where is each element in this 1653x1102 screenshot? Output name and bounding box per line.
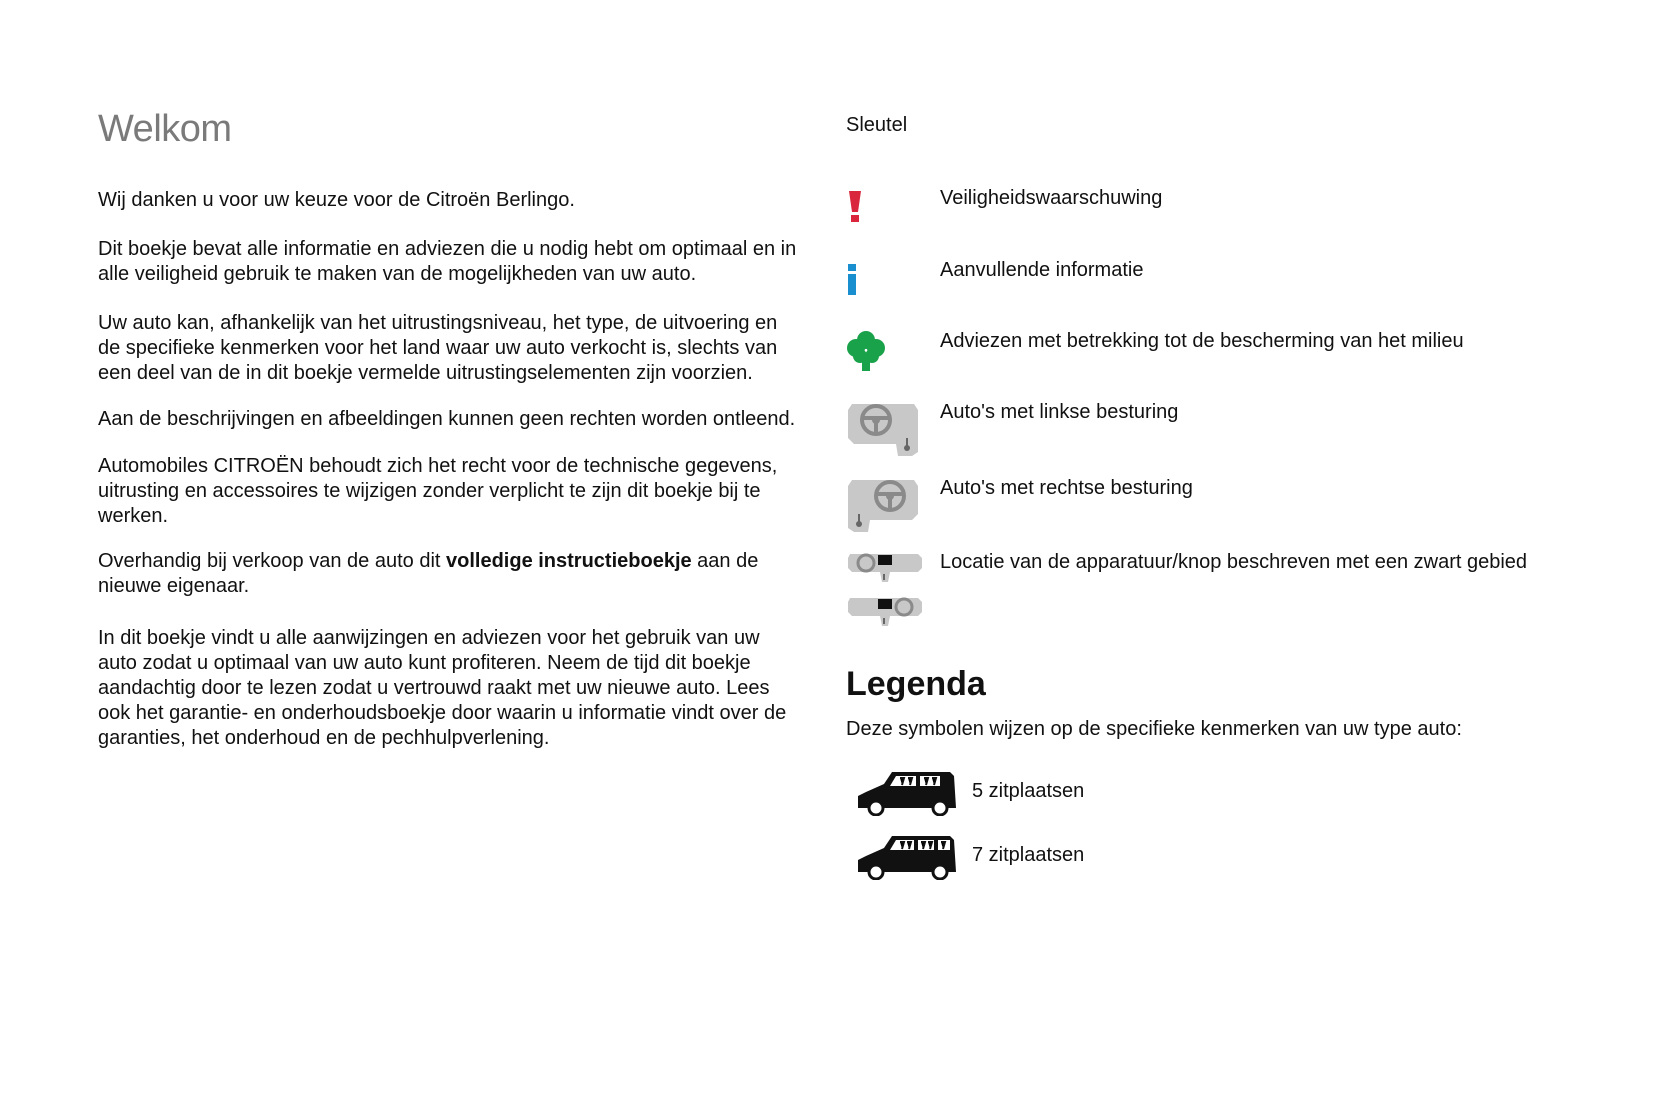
legend-item-label: 5 zitplaatsen	[972, 780, 1085, 802]
welcome-column	[98, 108, 797, 749]
equipment-paragraph: Uw auto kan, afhankelijk van het uitrustingsniveau, het type, de uitvoering en de specifieke kenmerken voor het land waar uw auto verkocht is, slechts van een deel van de in dit boekje vermelde uitrustingselementen zijn voorzien.	[98, 312, 778, 384]
handover-text-bold: volledige instructieboekje	[446, 550, 692, 572]
key-item-label: Auto's met rechtse besturing	[940, 477, 1193, 499]
key-item-label: Auto's met linkse besturing	[940, 401, 1179, 423]
citroen-rights-paragraph: Automobiles CITROËN behoudt zich het recht voor de technische gegevens, uitrusting en accessoires te wijzigen zonder verplicht te zijn dit boekje bij te werken.	[98, 455, 778, 527]
rights-paragraph: Aan de beschrijvingen en afbeeldingen kunnen geen rechten worden ontleend.	[98, 408, 796, 430]
left-hand-drive-icon	[846, 400, 920, 463]
key-column	[846, 0, 1626, 1102]
info-icon	[846, 258, 866, 303]
key-item-label: Locatie van de apparatuur/knop beschreven met een zwart gebied	[940, 551, 1528, 573]
control-location-icon	[846, 550, 924, 635]
usage-advice-paragraph: In dit boekje vindt u alle aanwijzingen en adviezen voor het gebruik van uw auto zodat u optimaal van uw auto kunt profiteren. Neem de tijd dit boekje aandachtig door te lezen zodat u vertrouwd raakt met uw nieuwe auto. Lees ook het garantie- en onderhoudsboekje door waarin u informatie vindt over de garanties, het onderhoud en de pechhulpverlening.	[98, 627, 787, 749]
booklet-info-paragraph: Dit boekje bevat alle informatie en adviezen die u nodig hebt om optimaal en in alle veiligheid gebruik te maken van de mogelijkheden van uw auto.	[98, 238, 797, 285]
legend-subtitle: Deze symbolen wijzen op de specifieke kenmerken van uw type auto:	[846, 718, 1462, 740]
right-hand-drive-icon	[846, 476, 920, 539]
tree-icon	[846, 329, 886, 378]
key-item-label: Veiligheidswaarschuwing	[940, 187, 1163, 209]
seven-seat-car-icon	[856, 832, 958, 885]
handover-paragraph	[98, 549, 798, 599]
five-seat-car-icon	[856, 768, 958, 821]
handover-text-end: aan de nieuwe eigenaar.	[98, 550, 759, 597]
legend-title: Legenda	[846, 665, 986, 703]
key-item-label: Aanvullende informatie	[940, 259, 1144, 281]
key-item-label: Adviezen met betrekking tot de bescherming van het milieu	[940, 330, 1464, 352]
handover-text-start: Overhandig bij verkoop van de auto dit	[98, 550, 446, 572]
thanks-paragraph: Wij danken u voor uw keuze voor de Citroën Berlingo.	[98, 189, 575, 211]
page-title: Welkom	[98, 108, 232, 150]
legend-item-label: 7 zitplaatsen	[972, 844, 1085, 866]
exclamation-icon	[846, 186, 866, 231]
key-heading: Sleutel	[846, 114, 908, 136]
